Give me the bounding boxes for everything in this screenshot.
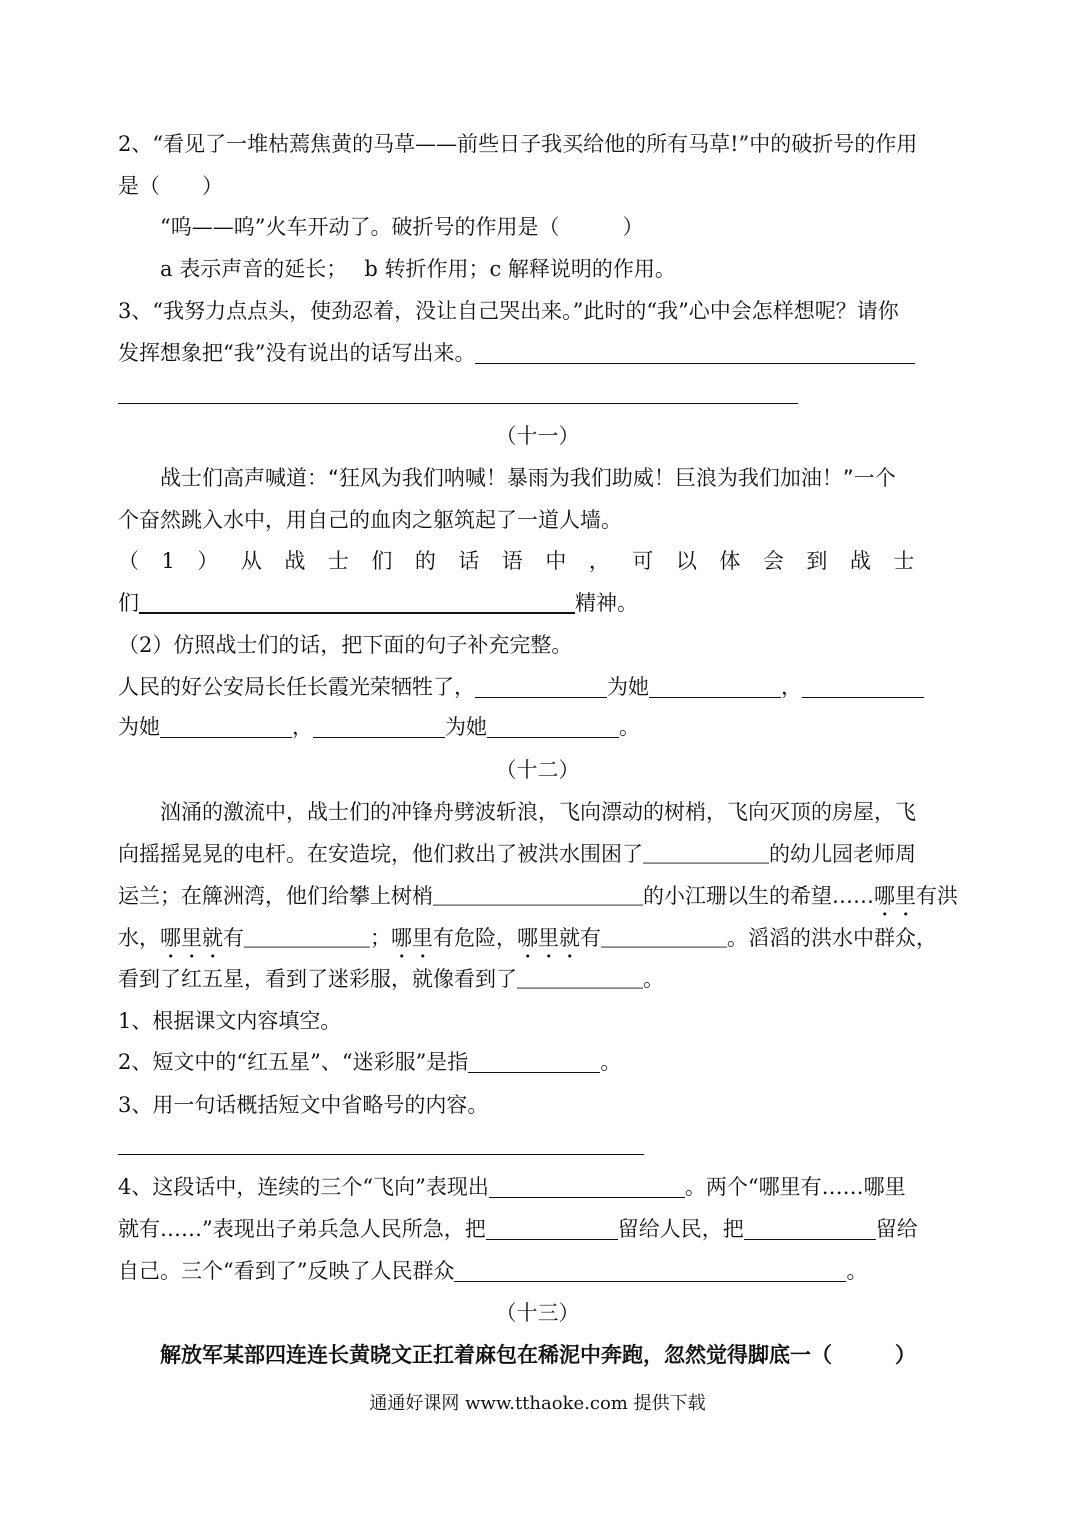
question-3-prompt: 发挥想象把“我”没有说出的话写出来。: [118, 341, 476, 365]
answer-blank[interactable]: [468, 1050, 600, 1073]
q1-prefix: 们: [118, 591, 139, 615]
section-12-passage-line-2: [118, 839, 916, 869]
question-text: 2、短文中的“红五星”、“迷彩服”是指: [118, 1050, 469, 1074]
section-11-title: （十一）: [495, 424, 580, 448]
question-text: 留给: [875, 1217, 918, 1241]
passage-blank: ＿＿＿＿＿＿: [601, 926, 727, 950]
answer-blank[interactable]: [139, 590, 575, 614]
page-footer: 通通好课网 www.tthaoke.com 提供下载: [369, 1393, 706, 1414]
section-11-question-1: （1）从战士们的话语中，可以体会到战士: [118, 549, 937, 573]
section-12-title: （十二）: [495, 758, 580, 782]
section-12-passage-line-4: [118, 923, 937, 963]
answer-blank[interactable]: [802, 675, 924, 698]
passage-text: 。滔滔的洪水中群众，: [727, 926, 937, 950]
section-11-question-1-cont: [118, 588, 638, 618]
section-11-question-2-line-2: [118, 712, 640, 742]
section-11-passage-line-2: 个奋然跳入水中，用自己的血肉之躯筑起了一道人墙。: [118, 508, 622, 532]
passage-text: 有危险，: [433, 926, 517, 950]
q1-suffix: 精神。: [575, 591, 638, 615]
answer-blank[interactable]: [487, 715, 619, 738]
answer-blank[interactable]: [486, 1217, 618, 1240]
passage-text: ；: [370, 926, 391, 950]
question-text: 留给人民，把: [617, 1217, 744, 1241]
answer-blank[interactable]: [160, 715, 292, 738]
question-text: 。: [846, 1259, 868, 1283]
section-11-question-2: （2）仿照战士们的话，把下面的句子补充完整。: [118, 633, 573, 657]
question-2-line-1: 2、“看见了一堆枯蔫焦黄的马草——前些日子我买给他的所有马草!”中的破折号的作用: [118, 132, 918, 156]
answer-blank[interactable]: [313, 715, 445, 738]
passage-text: 有: [223, 926, 244, 950]
answer-blank[interactable]: [454, 1259, 846, 1282]
emphasis-text: 哪里: [391, 926, 433, 950]
section-11-passage-line-1: 战士们高声喊道：“狂风为我们呐喊！暴雨为我们助威！巨浪为我们加油！”一个: [160, 466, 896, 490]
answer-blank[interactable]: [649, 675, 781, 698]
question-text: 自己。三个“看到了”反映了人民群众: [118, 1259, 455, 1283]
passage-blank: ＿＿＿＿＿＿: [244, 926, 370, 950]
question-2-sub: “呜——呜”火车开动了。破折号的作用是（ ）: [160, 215, 644, 239]
passage-text: 。: [643, 967, 664, 991]
sentence-text: 为她: [445, 715, 487, 739]
section-12-question-4-line-2: [118, 1214, 918, 1244]
answer-blank[interactable]: [475, 341, 915, 364]
passage-text: 有洪: [916, 884, 958, 908]
question-3-line-2: [118, 338, 915, 368]
passage-text: 运兰；在簰洲湾，他们给攀上树梢: [118, 884, 433, 908]
passage-text: 的幼儿园老师周: [769, 842, 916, 866]
sentence-text: ，: [781, 675, 802, 699]
question-text: 4、这段话中，连续的三个“飞向”表现出: [118, 1175, 489, 1199]
passage-text: 的小江珊以生的希望……: [643, 884, 874, 908]
section-12-question-3: 3、用一句话概括短文中省略号的内容。: [118, 1093, 489, 1117]
sentence-text: 为她: [118, 715, 160, 739]
question-text: 。两个“哪里有……哪里: [684, 1175, 906, 1199]
question-3-line-1: 3、“我努力点点头，使劲忍着，没让自己哭出来。”此时的“我”心中会怎样想呢？请你: [118, 299, 899, 323]
passage-text: 有: [580, 926, 601, 950]
section-13-title: （十三）: [495, 1301, 580, 1325]
section-13-passage-line-1: 解放军某部四连连长黄晓文正扛着麻包在稀泥中奔跑，忽然觉得脚底一（ ）: [160, 1343, 916, 1367]
section-11-question-2-line-1: [118, 672, 924, 702]
question-2-line-2: 是（ ）: [118, 174, 223, 198]
section-12-question-2: [118, 1047, 621, 1077]
sentence-text: 为她: [607, 675, 649, 699]
section-12-question-4-line-3: [118, 1256, 867, 1286]
question-2-options: a 表示声音的延长； b 转折作用；c 解释说明的作用。: [160, 257, 676, 281]
answer-blank[interactable]: [744, 1217, 876, 1240]
section-12-passage-line-1: 汹涌的激流中，战士们的冲锋舟劈波斩浪，飞向漂动的树梢，飞向灭顶的房屋，飞: [160, 800, 916, 824]
passage-text: 向摇摇晃晃的电杆。在安造垸，他们救出了被洪水围困了: [118, 842, 643, 866]
question-text: 。: [600, 1050, 622, 1074]
passage-text: 看到了红五星，看到了迷彩服，就像看到了: [118, 967, 517, 991]
sentence-text: 人民的好公安局长任长霞光荣牺牲了，: [118, 675, 475, 699]
passage-blank: ＿＿＿＿＿＿: [517, 967, 643, 991]
question-text: 就有……”表现出子弟兵急人民所急，把: [118, 1217, 486, 1241]
emphasis-text: 哪里就: [517, 926, 580, 950]
answer-blank[interactable]: [475, 675, 607, 698]
emphasis-text: 哪里就: [160, 926, 223, 950]
sentence-text: 。: [619, 715, 640, 739]
answer-blank[interactable]: [489, 1175, 685, 1198]
passage-blank: ＿＿＿＿＿＿: [643, 842, 769, 866]
sentence-text: ，: [292, 715, 313, 739]
answer-line[interactable]: [118, 1154, 644, 1155]
emphasis-text: 哪里: [874, 884, 916, 908]
section-12-passage-line-3: [118, 881, 958, 921]
section-12-passage-line-5: [118, 964, 664, 994]
section-12-question-4-line-1: [118, 1172, 906, 1202]
section-12-question-1: 1、根据课文内容填空。: [118, 1009, 342, 1033]
passage-blank: ＿＿＿＿＿＿＿＿＿＿: [433, 884, 643, 908]
answer-line[interactable]: [118, 403, 798, 404]
passage-text: 水，: [118, 926, 160, 950]
